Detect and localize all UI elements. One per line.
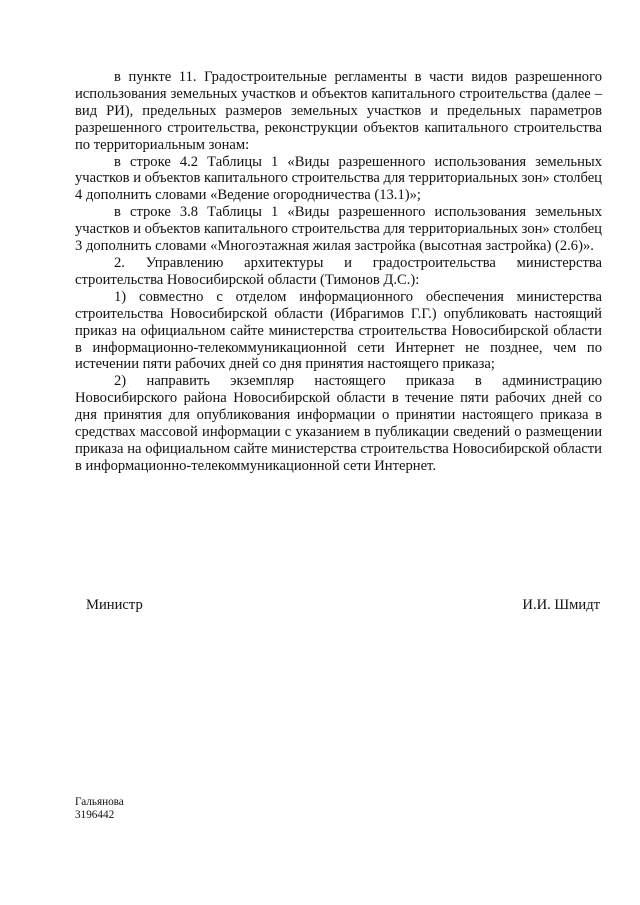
paragraph-clause-11: в пункте 11. Градостроительные регламенты в части видов разрешенного использования земельных участков и объектов капитального строительства (далее – вид РИ), предельных размеров земельных участков и предельных параметров разрешенного строительства, реконструкции объектов капитального строительства по территориальным зонам: <box>75 69 602 153</box>
executor-block <box>75 796 124 822</box>
signatory-name: И.И. Шмидт <box>522 597 600 613</box>
paragraph-subitem-1: 1) совместно с отделом информационного обеспечения министерства строительства Новосибирской области (Ибрагимов Г.Г.) опубликовать настоящий приказ на официальном сайте министерства строительства Новосибирской области в информационно-телекоммуникационной сети Интернет не позднее, чем по истечении пяти рабочих дней со дня принятия настоящего приказа; <box>75 288 602 373</box>
paragraph-subitem-2: 2) направить экземпляр настоящего приказа в администрацию Новосибирского района Новосибирской области в течение пяти рабочих дней со дня принятия для опубликования информации о принятии настоящего приказа в средствах массовой информации с указанием в публикации сведений о размещении приказа на официальном сайте министерства строительства Новосибирской области в информационно-телекоммуникационной сети Интернет. <box>75 373 602 474</box>
document-body <box>75 69 602 475</box>
executor-phone: 3196442 <box>75 809 115 821</box>
paragraph-row-4-2: в строке 4.2 Таблицы 1 «Виды разрешенного использования земельных участков и объектов капитального строительства для территориальных зон» столбец 4 дополнить словами «Ведение огородничества (13.1)»; <box>75 153 602 204</box>
paragraph-item-2: 2. Управлению архитектуры и градостроительства министерства строительства Новосибирской области (Тимонов Д.С.): <box>75 254 602 288</box>
signatory-title: Министр <box>86 597 143 613</box>
executor-name: Гальянова <box>75 796 124 808</box>
paragraph-row-3-8: в строке 3.8 Таблицы 1 «Виды разрешенного использования земельных участков и объектов капитального строительства для территориальных зон» столбец 3 дополнить словами «Многоэтажная жилая застройка (высотная застройка) (2.6)». <box>75 204 602 255</box>
